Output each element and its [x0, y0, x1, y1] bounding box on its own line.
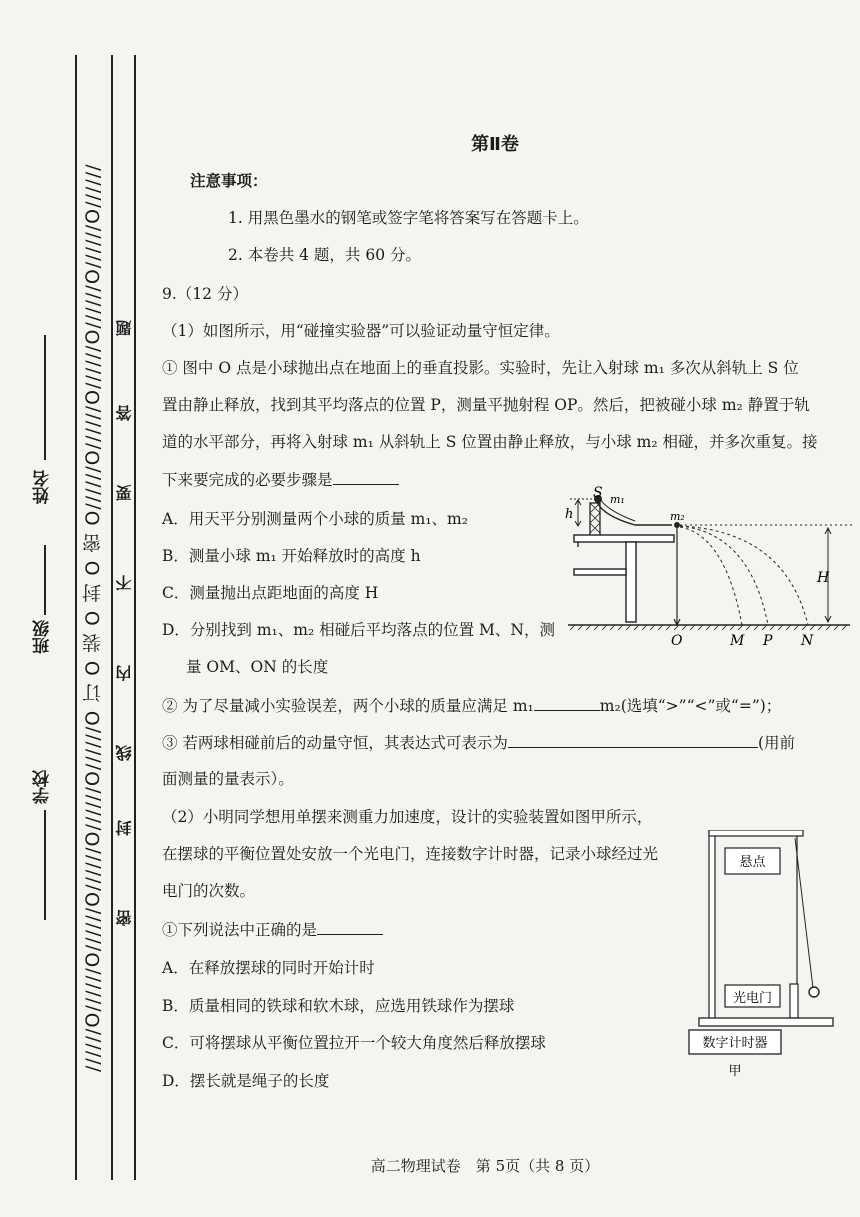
notice-heading: 注意事项： [190, 172, 268, 190]
label-P: P [763, 633, 773, 649]
collision-apparatus-figure [560, 485, 855, 650]
inner-word-4: 内 [115, 665, 134, 681]
answer-blank-4[interactable] [317, 918, 383, 935]
binding-line-middle [111, 55, 113, 1180]
q9-step3-suffix: (用前 [757, 734, 795, 752]
seal-line-text: //////O//////O//////O//////O//////O//////O 订 O 装 O 封 O 密 O//////O//////O//////O//////O//////O////// [82, 163, 104, 1072]
name-label: 姓名 [33, 470, 53, 504]
q9-header: 9.（12 分） [162, 285, 248, 303]
gate-label: 光电门 [732, 991, 773, 1006]
class-blank[interactable] [44, 545, 46, 615]
q9-step2 [162, 694, 781, 717]
inner-word-1: 密 [115, 910, 134, 926]
answer-blank-1[interactable] [333, 468, 399, 485]
q9-part2-line1: （2）小明同学想用单摆来测重力加速度，设计的实验装置如图甲所示， [162, 808, 653, 826]
inner-word-2: 封 [115, 820, 134, 836]
label-H: H [817, 570, 830, 586]
binding-strip [0, 0, 150, 1217]
section-title: 第Ⅱ卷 [471, 134, 519, 155]
school-blank[interactable] [44, 810, 46, 920]
label-N: N [801, 633, 814, 649]
option1-a: A．用天平分别测量两个小球的质量 m₁、m₂ [162, 510, 468, 528]
binding-line-inner [134, 55, 136, 1180]
pendulum-figure [685, 830, 845, 1080]
option1-b: B．测量小球 m₁ 开始释放时的高度 h [162, 547, 421, 565]
answer-blank-3[interactable] [508, 731, 758, 748]
option1-d-cont: 量 OM、ON 的长度 [186, 658, 329, 676]
inner-word-3: 线 [115, 745, 134, 761]
option2-a: A．在释放摆球的同时开始计时 [162, 959, 375, 977]
pivot-label: 悬点 [739, 855, 766, 870]
binding-line-outer [75, 55, 77, 1180]
q9-step2-prefix: ② 为了尽量减小实验误差，两个小球的质量应满足 m₁ [162, 697, 534, 715]
label-m1: m₁ [610, 493, 625, 506]
figure-caption: 甲 [728, 1064, 742, 1079]
page-footer: 高二物理试卷 第 5页（共 8 页） [370, 1157, 600, 1175]
q9-step2-suffix: m₂(选填“>”“<”或“=”)； [599, 697, 782, 715]
name-blank[interactable] [44, 335, 46, 460]
q9-step3-prefix: ③ 若两球相碰前后的动量守恒，其表达式可表示为 [162, 734, 508, 752]
q9-part2-question-text: ①下列说法中正确的是 [162, 921, 318, 939]
q9-step1-tail [162, 468, 399, 491]
q9-step3 [162, 731, 795, 754]
label-h: h [565, 507, 574, 522]
inner-word-7: 答 [115, 405, 134, 421]
q9-step1-line1: ① 图中 O 点是小球抛出点在地面上的垂直投影。实验时，先让入射球 m₁ 多次从斜轨上 S 位 [162, 359, 799, 377]
inner-word-6: 要 [115, 485, 134, 501]
q9-step1-line2: 置由静止释放，找到其平均落点的位置 P，测量平抛射程 OP。然后，把被碰小球 m₂ 静置于轨 [162, 396, 810, 414]
label-M: M [730, 633, 745, 649]
option2-b: B．质量相同的铁球和软木球，应选用铁球作为摆球 [162, 997, 515, 1015]
notice-item-2: 2. 本卷共 4 题，共 60 分。 [228, 246, 422, 264]
inner-word-8: 题 [115, 320, 134, 336]
q9-part2-question [162, 918, 383, 941]
notice-item-1: 1. 用黑色墨水的钢笔或签字笔将答案写在答题卡上。 [228, 209, 589, 227]
class-label: 班级 [33, 620, 53, 654]
option1-c: C．测量抛出点距地面的高度 H [162, 584, 379, 602]
inner-word-5: 不 [115, 575, 134, 591]
timer-label: 数字计时器 [702, 1036, 768, 1051]
label-O: O [671, 633, 683, 649]
option1-d: D．分别找到 m₁、m₂ 相碰后平均落点的位置 M、N，测 [162, 621, 555, 639]
option2-c: C．可将摆球从平衡位置拉开一个较大角度然后释放摆球 [162, 1034, 546, 1052]
q9-step3-line2: 面测量的量表示）。 [162, 770, 294, 788]
q9-step1-line3: 道的水平部分，再将入射球 m₁ 从斜轨上 S 位置由静止释放，与小球 m₂ 相碰，并多次重复。接 [162, 433, 818, 451]
q9-part2-line3: 电门的次数。 [162, 882, 256, 900]
label-S: S [593, 485, 603, 501]
q9-step1-tail-text: 下来要完成的必要步骤是 [162, 471, 333, 489]
option2-d: D．摆长就是绳子的长度 [162, 1072, 330, 1090]
q9-part1-intro: （1）如图所示，用“碰撞实验器”可以验证动量守恒定律。 [162, 322, 560, 340]
label-m2: m₂ [670, 510, 685, 523]
answer-blank-2[interactable] [534, 694, 600, 711]
school-label: 学校 [33, 770, 53, 804]
q9-part2-line2: 在摆球的平衡位置处安放一个光电门，连接数字计时器，记录小球经过光 [162, 845, 659, 863]
